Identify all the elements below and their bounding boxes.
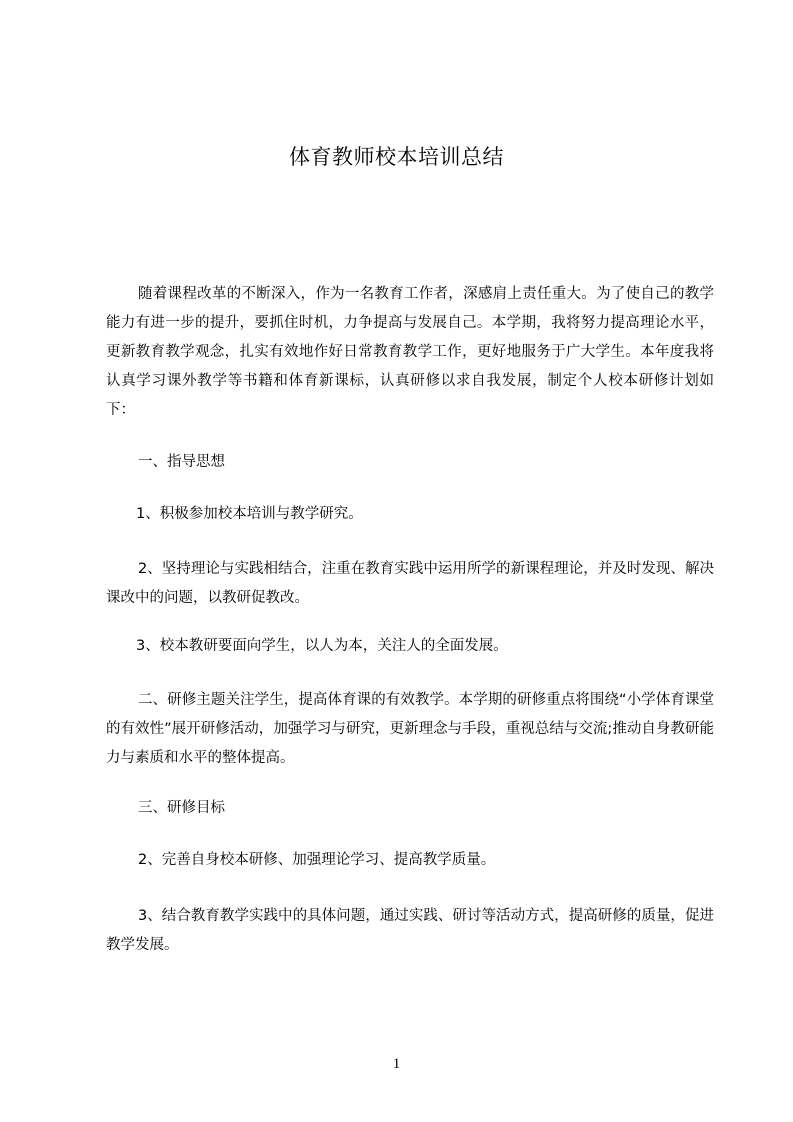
list-item-improve-quality: 2、完善自身校本研修、加强理论学习、提高教学质量。 xyxy=(138,852,496,868)
list-item-practice-research: 3、结合教育教学实践中的具体问题，通过实践、研讨等活动方式，提高研修的质量，促进教学发展。 xyxy=(106,908,714,953)
list-item-theory-practice: 2、坚持理论与实践相结合，注重在教育实践中运用所学的新课程理论，并及时发现、解决课改中的问题，以教研促教改。 xyxy=(106,561,714,606)
document-title: 体育教师校本培训总结 xyxy=(289,145,504,169)
page-number: 1 xyxy=(392,1056,401,1072)
intro-paragraph: 随着课程改革的不断深入，作为一名教育工作者，深感肩上责任重大。为了使自己的教学能力有进一步的提升，要抓住时机，力争提高与发展自己。本学期，我将努力提高理论水平，更新教育教学观念，扎实有效地作好日常教育教学工作，更好地服务于广大学生。本年度我将认真学习课外教学等书籍和体育新课标，认真研修以求自我发展，制定个人校本研修计划如下： xyxy=(106,286,714,418)
list-item-student-centered: 3、校本教研要面向学生，以人为本，关注人的全面发展。 xyxy=(136,638,508,654)
section-heading-guiding-ideology: 一、指导思想 xyxy=(138,454,225,470)
section-research-theme: 二、研修主题关注学生，提高体育课的有效教学。本学期的研修重点将围绕“小学体育课堂的有效性”展开研修活动，加强学习与研究，更新理念与手段，重视总结与交流;推动自身教研能力与素质和水平的整体提高。 xyxy=(106,692,714,766)
section-heading-research-goals: 三、研修目标 xyxy=(138,800,225,816)
list-item-training: 1、积极参加校本培训与教学研究。 xyxy=(136,506,363,522)
